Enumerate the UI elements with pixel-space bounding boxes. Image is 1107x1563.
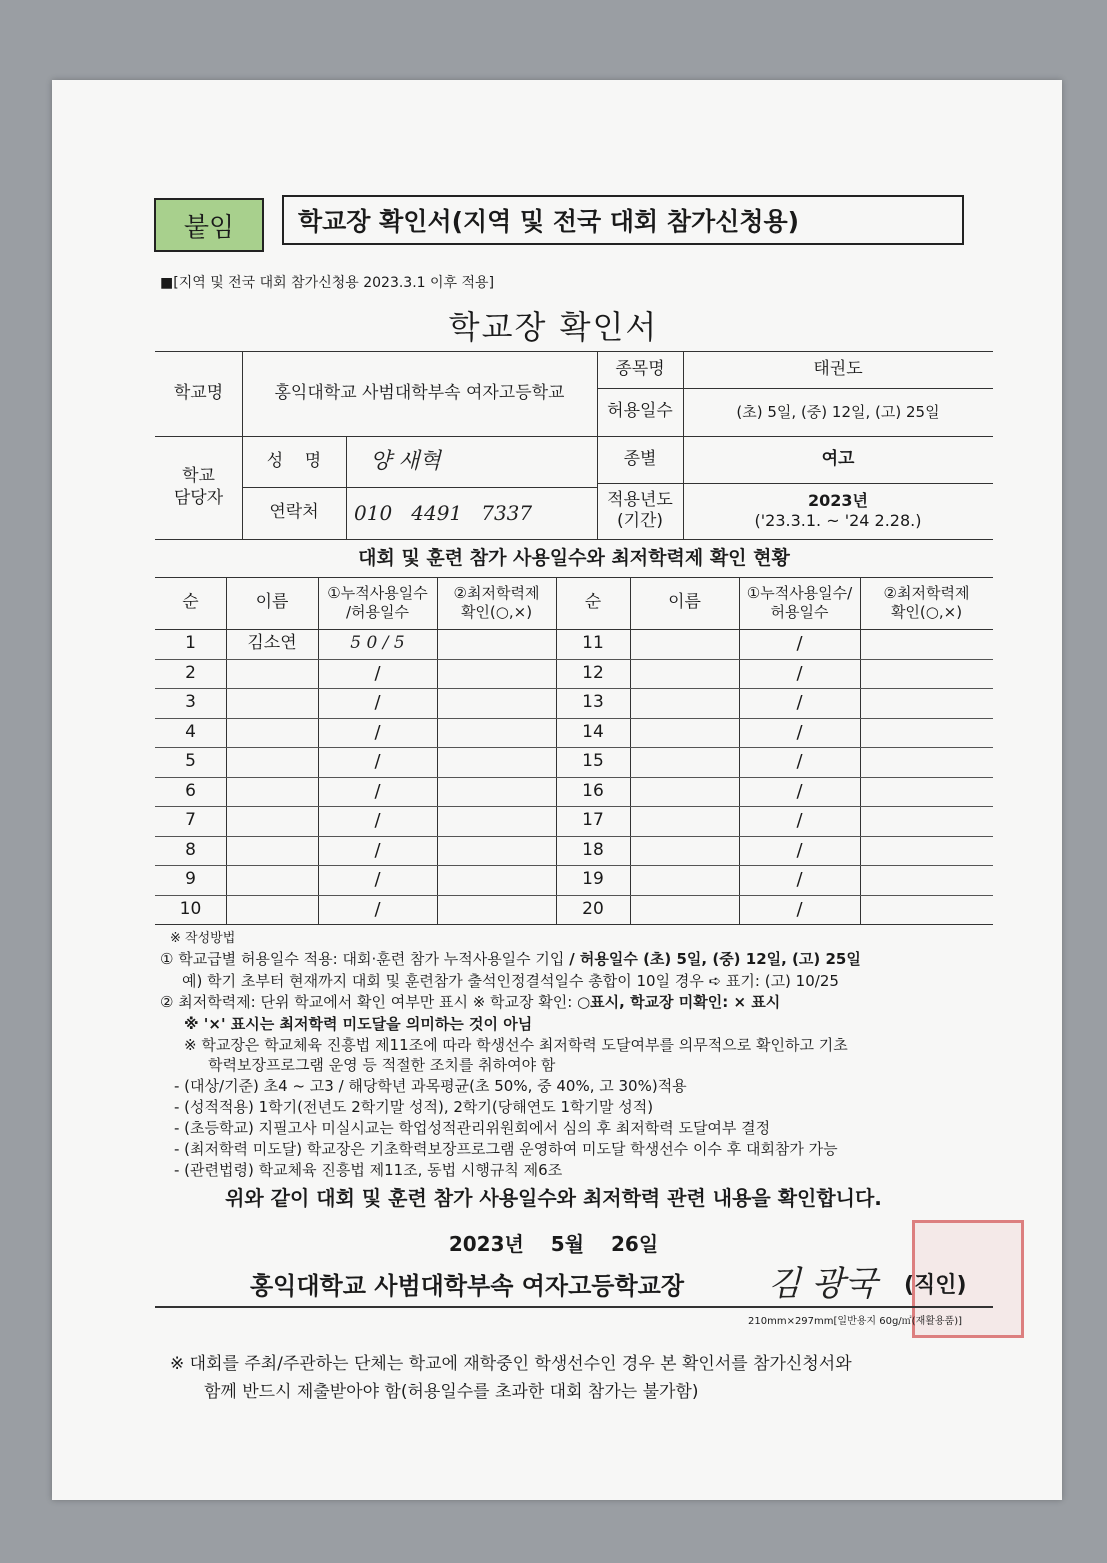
- instruction-line-3a: ② 최저학력제: 단위 학교에서 확인 여부만 표시 ※ 학교장 확인:: [160, 993, 578, 1011]
- table-cell-check: [860, 865, 993, 895]
- table-cell-no: 10: [179, 899, 202, 920]
- header-check-right: [860, 577, 993, 629]
- header-title: 학교장 확인서(지역 및 전국 대회 참가신청용): [282, 195, 964, 245]
- table-cell-no: 15: [582, 751, 604, 772]
- header-check-right-line1: ②최저학력제: [883, 584, 970, 603]
- header-no-right: 순: [584, 592, 602, 613]
- table-cell-check: [860, 895, 993, 925]
- table-cell-days: /: [374, 839, 381, 861]
- table-cell-no: 14: [582, 722, 604, 743]
- table-cell-check: [860, 747, 993, 777]
- table-cell-check: [437, 836, 556, 866]
- table-cell-days: /: [796, 721, 803, 743]
- table-cell-name: 김소연: [247, 633, 297, 654]
- header-no-left: 순: [182, 592, 199, 613]
- table-cell-check: [437, 806, 556, 836]
- header-check-right-line2: 확인(○,×): [890, 603, 963, 621]
- table-cell-no: 5: [185, 751, 196, 772]
- confirmation-statement: 위와 같이 대회 및 훈련 참가 사용일수와 최저학력 관련 내용을 확인합니다.: [225, 1186, 882, 1210]
- table-cell-days: /: [796, 691, 803, 713]
- header-name-left: 이름: [255, 592, 289, 613]
- status-table-title: 대회 및 훈련 참가 사용일수와 최저학력제 확인 현황: [358, 547, 790, 570]
- table-cell-name: [630, 688, 739, 718]
- table-cell-no: 6: [185, 781, 196, 802]
- table-cell-name: [226, 688, 318, 718]
- table-cell-check: [437, 747, 556, 777]
- instruction-line-6: 학력보장프로그램 운영 등 적절한 조치를 취하여야 함: [208, 1056, 556, 1074]
- table-cell-no: 19: [582, 869, 604, 890]
- contact-label: 연락처: [269, 502, 319, 523]
- instruction-line-4: ※ '×' 표시는 최저학력 미도달을 의미하는 것이 아님: [184, 1015, 533, 1033]
- year-label-line2: (기간): [616, 511, 664, 531]
- instruction-line-11: - (관련법령) 학교체육 진흥법 제11조, 동법 시행규칙 제6조: [174, 1161, 563, 1179]
- table-cell-days: /: [374, 750, 381, 772]
- header-check-left: [437, 577, 556, 629]
- table-cell-no: 1: [185, 633, 196, 654]
- table-cell-days: /: [374, 662, 381, 684]
- year-value-line1: 2023년: [808, 491, 868, 510]
- table-cell-name: [226, 865, 318, 895]
- table-cell-name: [226, 777, 318, 807]
- table-cell-days: /: [796, 632, 803, 654]
- table-cell-name: [226, 659, 318, 689]
- attach-badge: 붙임: [154, 198, 264, 252]
- table-cell-name: [630, 865, 739, 895]
- table-cell-check: [860, 806, 993, 836]
- table-cell-check: [437, 629, 556, 659]
- table-cell-no: 8: [185, 840, 196, 861]
- application-note: ■[지역 및 전국 대회 참가신청용 2023.3.1 이후 적용]: [160, 275, 495, 291]
- table-cell-no: 4: [185, 722, 196, 743]
- allowed-days-value: (초) 5일, (중) 12일, (고) 25일: [736, 402, 940, 421]
- table-cell-name: [226, 895, 318, 925]
- instruction-line-10: - (최저학력 미도달) 학교장은 기초학력보장프로그램 운영하여 미도달 학생선수 이수 후 대회참가 가능: [174, 1140, 838, 1158]
- manager-label-line2: 담당자: [173, 487, 224, 508]
- table-cell-check: [860, 836, 993, 866]
- table-cell-name: [226, 718, 318, 748]
- name-label: 성 명: [266, 450, 322, 471]
- year-label-line1: 적용년도: [607, 489, 673, 510]
- year-value-line2: ('23.3.1. ~ '24 2.28.): [754, 511, 922, 530]
- table-cell-no: 20: [582, 899, 604, 920]
- table-cell-days: /: [796, 780, 803, 802]
- event-value: 태권도: [813, 358, 863, 379]
- instructions-heading: ※ 작성방법: [170, 931, 236, 946]
- header-check-left-line2: 확인(○,×): [460, 603, 533, 621]
- table-cell-check: [860, 659, 993, 689]
- table-cell-no: 17: [582, 810, 604, 831]
- instruction-line-9: - (초등학교) 지필고사 미실시교는 학업성적관리위원회에서 심의 후 최저학력 도달여부 결정: [174, 1119, 771, 1137]
- paper-size-note: 210mm×297mm[일반용지 60g/㎡(재활용품)]: [748, 1316, 963, 1327]
- table-cell-no: 9: [185, 869, 196, 890]
- type-label: 종별: [623, 448, 657, 469]
- table-cell-no: 7: [185, 810, 196, 831]
- table-cell-check: [860, 777, 993, 807]
- table-cell-name: [630, 629, 739, 659]
- principal-title: 홍익대학교 사범대학부속 여자고등학교장: [250, 1272, 685, 1300]
- table-cell-check: [437, 688, 556, 718]
- table-cell-days: /: [796, 839, 803, 861]
- table-cell-check: [437, 659, 556, 689]
- header-name-right: 이름: [668, 592, 701, 613]
- event-label: 종목명: [615, 358, 665, 379]
- table-cell-check: [437, 718, 556, 748]
- table-cell-check: [860, 629, 993, 659]
- instruction-line-8: - (성적적용) 1학기(전년도 2학기말 성적), 2학기(당해연도 1학기말 성적): [174, 1098, 654, 1116]
- table-cell-check: [437, 865, 556, 895]
- year-value: [683, 483, 993, 539]
- table-cell-name: [630, 718, 739, 748]
- principal-signature: 김 광국: [768, 1264, 878, 1304]
- table-cell-no: 11: [582, 633, 604, 654]
- instruction-line-1: [160, 950, 861, 968]
- table-cell-no: 13: [582, 692, 604, 713]
- footer-line-2: 함께 반드시 제출받아야 함(허용일수를 초과한 대회 참가는 불가함): [204, 1382, 699, 1403]
- instruction-line-2: 예) 학기 초부터 현재까지 대회 및 훈련참가 출석인정결석일수 총합이 10일 경우 ➪ 표기: (고) 10/25: [182, 972, 839, 990]
- type-value: 여고: [821, 448, 855, 469]
- table-cell-name: [226, 836, 318, 866]
- table-cell-name: [226, 806, 318, 836]
- instruction-line-1b: / 허용일수 (초) 5일, (중) 12일, (고) 25일: [569, 950, 861, 968]
- table-cell-no: 16: [582, 781, 604, 802]
- page-title: 학교장 확인서: [448, 308, 659, 346]
- table-cell-name: [226, 747, 318, 777]
- manager-label: [155, 436, 242, 539]
- table-cell-name: [630, 895, 739, 925]
- issue-date: 2023년 5월 26일: [448, 1232, 659, 1256]
- instruction-line-3: [160, 993, 780, 1011]
- header-days-left-line1: ①누적사용일수: [327, 584, 428, 603]
- table-cell-days: 5 0 / 5: [350, 633, 405, 654]
- instruction-line-3b: ○표시, 학교장 미확인: × 표시: [577, 993, 781, 1011]
- manager-name: 양 새혁: [370, 448, 441, 474]
- table-cell-name: [630, 836, 739, 866]
- table-cell-no: 12: [582, 663, 604, 684]
- table-cell-days: /: [796, 662, 803, 684]
- table-cell-days: /: [374, 780, 381, 802]
- header-check-left-line1: ②최저학력제: [453, 584, 540, 603]
- manager-label-line1: 학교: [182, 466, 215, 487]
- table-cell-name: [630, 747, 739, 777]
- header-days-right-line1: ①누적사용일수/: [746, 584, 853, 603]
- header-days-left: [318, 577, 437, 629]
- footer-note: [170, 1350, 852, 1406]
- table-cell-name: [630, 659, 739, 689]
- table-cell-no: 2: [185, 663, 196, 684]
- table-cell-days: /: [374, 868, 381, 890]
- contact-value: 010 4491 7337: [354, 500, 533, 525]
- table-cell-days: /: [374, 691, 381, 713]
- table-cell-days: /: [796, 750, 803, 772]
- table-cell-check: [437, 777, 556, 807]
- year-label: [597, 483, 683, 539]
- instruction-line-5: ※ 학교장은 학교체육 진흥법 제11조에 따라 학생선수 최저학력 도달여부를 의무적으로 확인하고 기초: [184, 1036, 848, 1054]
- table-cell-name: [630, 806, 739, 836]
- school-label: 학교명: [173, 382, 224, 403]
- table-cell-days: /: [796, 868, 803, 890]
- table-cell-check: [437, 895, 556, 925]
- table-cell-check: [860, 688, 993, 718]
- school-name: 홍익대학교 사범대학부속 여자고등학교: [274, 382, 565, 403]
- instruction-line-1a: ① 학교급별 허용일수 적용: 대회·훈련 참가 누적사용일수 기입: [160, 950, 570, 968]
- table-cell-days: /: [796, 809, 803, 831]
- table-cell-check: [860, 718, 993, 748]
- seal-label: (직인): [904, 1273, 967, 1298]
- header-days-right-line2: 허용일수: [770, 603, 829, 621]
- header-days-right: [739, 577, 860, 629]
- table-cell-days: /: [374, 721, 381, 743]
- table-cell-name: [630, 777, 739, 807]
- table-cell-no: 3: [185, 692, 196, 713]
- table-cell-days: /: [374, 809, 381, 831]
- allowed-days-label: 허용일수: [607, 401, 673, 422]
- table-cell-days: /: [796, 898, 803, 920]
- table-cell-no: 18: [582, 840, 604, 861]
- instruction-line-7: - (대상/기준) 초4 ~ 고3 / 해당학년 과목평균(초 50%, 중 40%, 고 30%)적용: [174, 1077, 687, 1095]
- footer-line-1: ※ 대회를 주최/주관하는 단체는 학교에 재학중인 학생선수인 경우 본 확인서를 참가신청서와: [170, 1354, 852, 1374]
- table-cell-days: /: [374, 898, 381, 920]
- header-days-left-line2: /허용일수: [345, 603, 409, 621]
